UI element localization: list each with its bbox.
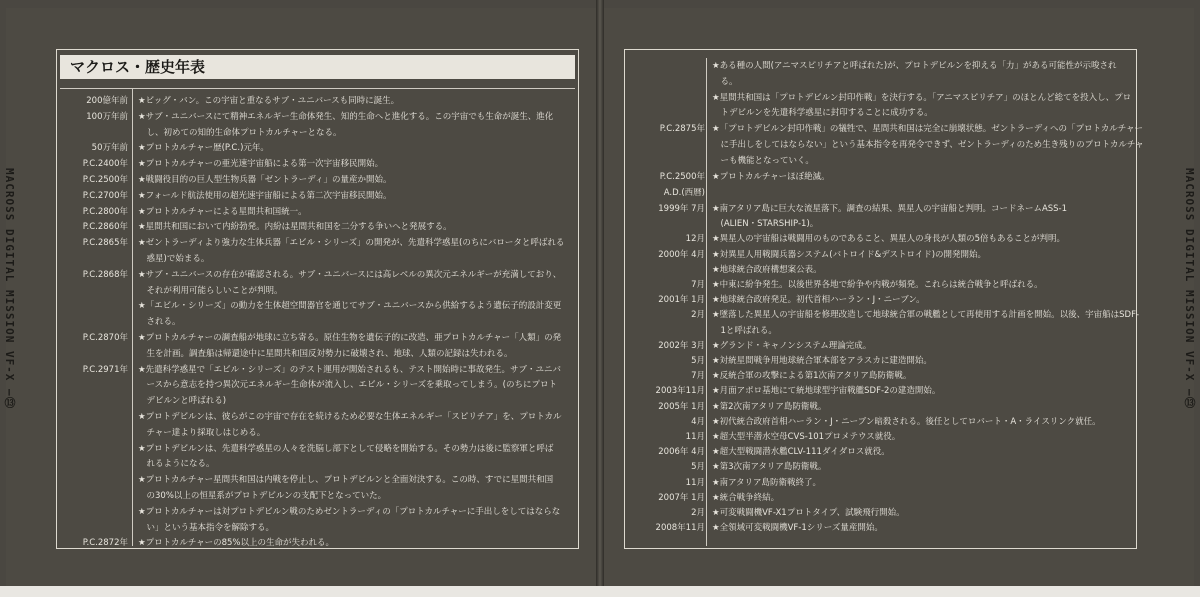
- timeline-date: 7月: [691, 371, 705, 382]
- timeline-event: ★プロトカルチャーの調査船が地球に立ち寄る。原住生物を遺伝子的に改造、亜プロトカルチャー「人類」の発: [138, 333, 562, 343]
- timeline-event: (ALIEN・STARSHIP-1)。: [712, 219, 819, 230]
- left-column-divider: [132, 88, 133, 546]
- left-header-rule: [60, 88, 575, 89]
- timeline-event: チャー達より採取しはじめる。: [138, 427, 266, 438]
- timeline-event: ★プロトカルチャーの亜光速宇宙船による第一次宇宙移民開始。: [138, 159, 384, 170]
- timeline-date: 2008年11月: [655, 523, 705, 534]
- timeline-date: P.C.2800年: [82, 206, 128, 217]
- timeline-date: P.C.2400年: [82, 159, 128, 170]
- timeline-event: ★プロトカルチャー星間共和国は内戦を停止し、プロトデビルンと全面対決する。この時、すでに星間共和国: [138, 475, 554, 486]
- timeline-date: 11月: [685, 432, 705, 442]
- timeline-date: 2002年 3月: [658, 340, 705, 351]
- timeline-date: 2003年11月: [655, 386, 705, 397]
- page-title: マクロス・歴史年表: [60, 55, 575, 79]
- timeline-event: ★プロトカルチャー歴(P.C.)元年。: [138, 143, 269, 154]
- timeline-event: ★地球統合政府構想案公表。: [712, 264, 822, 275]
- left-spine-text: MACROSS DIGITAL MISSION VF-X —⑬: [3, 168, 16, 409]
- right-spine-text: MACROSS DIGITAL MISSION VF-X —⑬: [1183, 168, 1196, 409]
- timeline-event: ★星間共和国において内紛勃発。内紛は星間共和国を二分する争いへと発展する。: [138, 222, 452, 233]
- timeline-event: ★第3次南アタリア島防衛戦。: [712, 462, 827, 473]
- timeline-event: ★プロトカルチャーの85%以上の生命が失われる。: [138, 538, 335, 549]
- timeline-event: ★第2次南アタリア島防衛戦。: [712, 401, 827, 412]
- timeline-date: 100万年前: [86, 111, 128, 122]
- timeline-date: P.C.2860年: [82, 222, 128, 233]
- timeline-date: P.C.2870年: [82, 333, 128, 343]
- timeline-date: P.C.2868年: [82, 269, 128, 280]
- timeline-event: の30%以上の恒星系がプロトデビルンの支配下となっていた。: [138, 491, 387, 501]
- timeline-date: 11月: [685, 477, 705, 488]
- timeline-event: ★「エビル・シリーズ」の動力を生体超空間器官を通じてサブ・ユニバースから供給するよう遺伝子的設計変更: [138, 301, 562, 312]
- timeline-event: ★グランド・キャノンシステム理論完成。: [712, 340, 872, 351]
- timeline-date: 5月: [691, 462, 705, 473]
- timeline-event: ★超大型半潜水空母CVS-101プロメテウス就役。: [712, 432, 901, 442]
- timeline-date: P.C.2872年: [82, 538, 128, 549]
- timeline-event: に手出しをしてはならない」という基本指令を再発令できず、ゼントラーディのため生き残りのプロトカルチャ: [712, 140, 1144, 150]
- timeline-event: る。: [712, 76, 738, 87]
- page-bottom-edge: [0, 586, 1200, 597]
- timeline-event: ースから意志を持つ異次元エネルギー生命体が流入し、エビル・シリーズを乗取ってしまう。(のちにプロト: [138, 380, 557, 391]
- right-column-divider: [706, 58, 707, 546]
- timeline-event: ★中東に紛争発生。以後世界各地で紛争や内戦が頻発。これらは統合戦争と呼ばれる。: [712, 280, 1043, 290]
- timeline-date: P.C.2500年: [82, 175, 128, 185]
- timeline-event: ★対統星間戦争用地球統合軍本部をアラスカに建造開始。: [712, 356, 932, 366]
- timeline-event: ★プロトデビルンは、彼らがこの宇宙で存在を続けるため必要な生体エネルギー「スピリチア」を、プロトカル: [138, 412, 562, 422]
- timeline-event: ★プロトデビルンは、先遣科学惑星の人々を洗脳し部下として侵略を開始する。その勢力は後に監察軍と呼ば: [138, 443, 554, 454]
- timeline-date: 7月: [691, 280, 705, 290]
- timeline-event: ★可変戦闘機VF-X1プロトタイプ、試験飛行開始。: [712, 508, 905, 518]
- timeline-event: ★南アタリア島防衛戦終了。: [712, 477, 822, 488]
- timeline-date: 50万年前: [91, 143, 128, 154]
- timeline-date: 200億年前: [86, 96, 128, 106]
- timeline-date: 2007年 1月: [658, 492, 705, 503]
- timeline-date: 2006年 4月: [658, 447, 705, 458]
- timeline-date: 5月: [691, 356, 705, 366]
- timeline-event: ★プロトカルチャーによる星間共和国統一。: [138, 206, 307, 217]
- ad-era-header: A.D.(西暦): [663, 188, 705, 198]
- timeline-event: ★地球統合政府発足。初代首相ハーラン・J・ニーブン。: [712, 295, 925, 306]
- timeline-event: 惑星)で始まる。: [138, 254, 210, 264]
- timeline-date: 2月: [691, 508, 705, 518]
- timeline-event: ーも機能となっていく。: [712, 155, 814, 166]
- timeline-event: される。: [138, 317, 181, 328]
- timeline-event: ★「プロトデビルン封印作戦」の犠牲で、星間共和国は完全に崩壊状態。ゼントラーディへの「プロトカルチャー: [712, 124, 1144, 135]
- timeline-event: ★超大型戦闘潜水艦CLV-111ダイダロス就役。: [712, 447, 890, 458]
- timeline-event: ★異星人の宇宙船は戦闘用のものであること、異星人の身長が人類の5倍もあることが判明。: [712, 234, 1066, 245]
- book-gutter: [596, 0, 604, 597]
- timeline-event: れるようになる。: [138, 459, 215, 470]
- timeline-date: P.C.2971年: [82, 364, 128, 375]
- timeline-event: それが利用可能らしいことが判明。: [138, 285, 283, 296]
- timeline-event: ★南アタリア島に巨大な流星落下。調査の結果、異星人の宇宙船と判明。コードネームASS-1: [712, 204, 1068, 214]
- timeline-event: トデビルンを先遣科学惑星に封印することに成功する。: [712, 108, 933, 119]
- timeline-event: ★フォールド航法使用の超光速宇宙船による第二次宇宙移民開始。: [138, 190, 392, 201]
- timeline-event: 生を計画。調査船は帰還途中に星間共和国反対勢力に破壊され、地球、人類の記録は失われる。: [138, 348, 513, 359]
- timeline-event: ★月面アポロ基地にて統地球型宇宙戦艦SDF-2の建造開始。: [712, 386, 941, 397]
- timeline-date: P.C.2875年: [659, 124, 705, 135]
- timeline-date: 12月: [685, 234, 705, 245]
- timeline-event: デビルンと呼ばれる): [138, 396, 227, 407]
- timeline-event: ★サブ・ユニバースの存在が確認される。サブ・ユニバースには高レベルの異次元エネルギーが充満しており、: [138, 269, 562, 280]
- timeline-event: ★プロトカルチャーほぼ絶滅。: [712, 171, 830, 182]
- timeline-event: ★先遣科学惑星で「エビル・シリーズ」のテスト運用が開始されるも、テスト開始時に事故発生。サブ・ユニバ: [138, 364, 562, 375]
- timeline-date: P.C.2865年: [82, 238, 128, 249]
- timeline-date: 1999年 7月: [658, 204, 705, 214]
- timeline-date: 2005年 1月: [658, 401, 705, 412]
- timeline-event: ★ビッグ・バン。この宇宙と重なるサブ・ユニバースも同時に誕生。: [138, 96, 400, 106]
- timeline-date: P.C.2500年: [659, 171, 705, 182]
- timeline-event: ★サブ・ユニバースにて精神エネルギー生命体発生、知的生命へと進化する。この宇宙でも生命が誕生、進化: [138, 111, 554, 122]
- timeline-event: ★全領域可変戦闘機VF-1シリーズ量産開始。: [712, 523, 883, 534]
- timeline-event: ★初代統合政府首相ハーラン・J・ニーブン暗殺される。後任としてロバート・A・ライスリンク就任。: [712, 416, 1101, 427]
- timeline-date: 2000年 4月: [658, 249, 705, 260]
- timeline-date: 2月: [691, 310, 705, 321]
- timeline-event: い」という基本指令を解除する。: [138, 522, 275, 533]
- timeline-date: 4月: [691, 416, 705, 427]
- timeline-event: ★統合戦争終結。: [712, 492, 780, 503]
- timeline-event: し、初めての知的生命体プロトカルチャーとなる。: [138, 127, 342, 138]
- timeline-event: ★星間共和国は「プロトデビルン封印作戦」を決行する。「アニマスピリチア」のほとんど総てを投入し、プロ: [712, 92, 1132, 103]
- timeline-event: ★戦闘役目的の巨人型生物兵器「ゼントラーディ」の量産か開始。: [138, 175, 392, 185]
- timeline-event: 1と呼ばれる。: [712, 325, 777, 336]
- timeline-event: ★対異星人用戦闘兵器システム(バトロイド&デストロイド)の開発開始。: [712, 249, 987, 260]
- timeline-date: 2001年 1月: [658, 295, 705, 306]
- timeline-event: ★ある種の人間(アニマスピリチアと呼ばれた)が、プロトデビルンを抑える「力」がある可能性が示唆され: [712, 61, 1117, 71]
- timeline-event: ★プロトカルチャーは対プロトデビルン戦のためゼントラーディの「プロトカルチャーに手出しをしてはならな: [138, 506, 561, 517]
- timeline-event: ★墜落した異星人の宇宙船を修理改造して地球統合軍の戦艦として再使用する計画を開始。以後、宇宙船はSDF-: [712, 310, 1140, 321]
- timeline-date: P.C.2700年: [82, 190, 128, 201]
- timeline-event: ★ゼントラーディより強力な生体兵器「エビル・シリーズ」の開発が、先遣科学惑星(のちにバロータと呼ばれる: [138, 238, 565, 249]
- timeline-event: ★反統合軍の攻撃による第1次南アタリア島防衛戦。: [712, 371, 912, 382]
